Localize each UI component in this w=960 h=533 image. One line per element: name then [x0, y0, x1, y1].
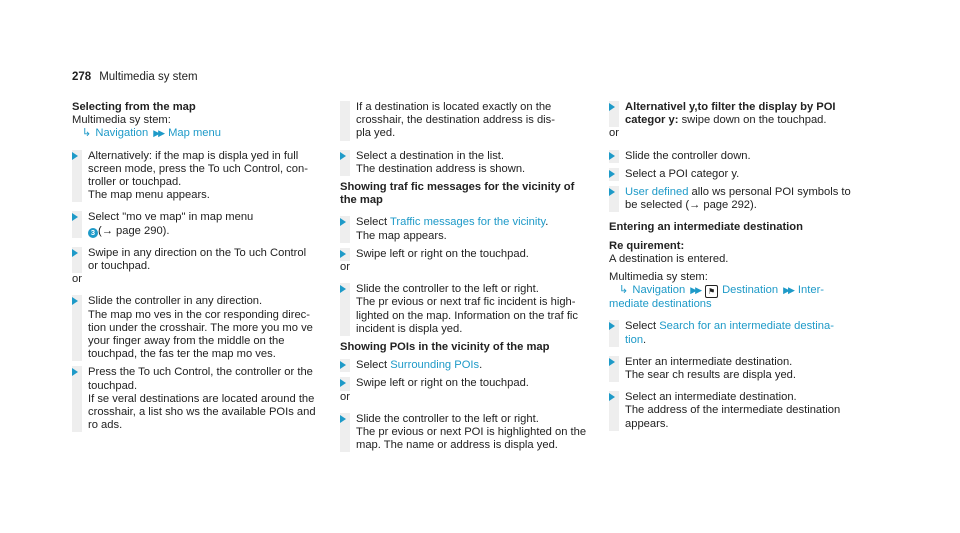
- step-arrow-icon: [609, 322, 615, 330]
- section-heading: Selecting from the map: [72, 101, 196, 113]
- step: [609, 391, 863, 431]
- step-text: allo ws personal POI symbols to: [688, 186, 851, 199]
- nav-link-navigation[interactable]: Navigation: [632, 284, 686, 297]
- step-text: Select a destination in the list.: [356, 149, 505, 162]
- nav-path: [609, 284, 863, 298]
- nav-hook-icon: ↳: [82, 127, 92, 140]
- step: [609, 320, 863, 346]
- nav-link-map-menu[interactable]: Map menu: [168, 127, 221, 140]
- nav-link-destination[interactable]: Destination: [722, 284, 779, 297]
- punct: .: [643, 333, 647, 346]
- section-heading: Showing traf fic messages for the vicinity of: [340, 181, 575, 194]
- step: [72, 295, 326, 361]
- step-text: The sear ch results are displa yed.: [625, 369, 797, 382]
- step-text: touchpad, the fas ter the map mo ves.: [88, 348, 276, 361]
- step-text: The pr evious or next traf fic incident is high‐: [356, 296, 576, 309]
- step: [72, 211, 326, 237]
- step-text: Slide the controller in any direction.: [88, 295, 263, 308]
- step-text: Slide the controller to the left or right.: [356, 283, 539, 296]
- step-text: Select an intermediate destination.: [625, 391, 797, 404]
- step-text: your finger away from the middle on the: [88, 335, 285, 348]
- page-ref[interactable]: (→ page 290).: [98, 224, 170, 237]
- step-text: Swipe left or right on the touchpad.: [356, 247, 529, 260]
- step-text: swipe down on the touchpad.: [678, 114, 827, 127]
- step-text: appears.: [625, 417, 669, 430]
- step-arrow-icon: [609, 103, 615, 111]
- step-text: Select: [356, 359, 391, 372]
- link-search-intermediate[interactable]: Search for an intermediate destina‐: [659, 320, 834, 333]
- system-label: Multimedia sy stem:: [609, 271, 708, 284]
- step: [72, 366, 326, 432]
- step-text: troller or touchpad.: [88, 176, 182, 189]
- step-text-bold: Alternativel y,to filter the display by POI: [625, 101, 836, 113]
- double-chevron-icon: ▶▶: [783, 285, 793, 296]
- step-text: Swipe left or right on the touchpad.: [356, 377, 529, 390]
- step-arrow-icon: [340, 415, 346, 423]
- step: [340, 377, 594, 390]
- section-heading: Entering an intermediate destination: [609, 221, 803, 234]
- page-number: 278: [72, 71, 92, 83]
- or-text: or: [609, 127, 619, 140]
- step-arrow-icon: [340, 152, 346, 160]
- step-text: screen mode, press the To uch Control, con‐: [88, 162, 308, 175]
- step-text: If a destination is located exactly on the: [356, 101, 552, 113]
- or-text: or: [340, 261, 350, 274]
- step-arrow-icon: [72, 249, 78, 257]
- step: [340, 283, 594, 336]
- step: [609, 356, 863, 382]
- step-text: Slide the controller down.: [625, 149, 751, 162]
- nav-hook-icon: ↳: [619, 284, 629, 297]
- step: [340, 248, 594, 261]
- step-text: Select "mo ve map" in map menu: [88, 211, 254, 224]
- step-text: pla yed.: [356, 127, 396, 140]
- step-text: The address of the intermediate destination: [625, 404, 841, 417]
- page-header: [72, 71, 198, 84]
- step-text: Select: [356, 216, 390, 229]
- step-text: Swipe in any direction on the To uch Control: [88, 246, 307, 259]
- step-arrow-icon: [340, 250, 346, 258]
- double-chevron-icon: ▶▶: [153, 128, 164, 139]
- callout-number-icon: 3: [88, 228, 98, 238]
- step-arrow-icon: [340, 285, 346, 293]
- nav-link-navigation[interactable]: Navigation: [95, 127, 149, 140]
- step: [340, 359, 594, 372]
- step-text: crosshair, a list sho ws the available POIs and: [88, 406, 316, 419]
- step-text: The destination address is shown.: [356, 162, 526, 175]
- step-text: Select a POI categor y.: [625, 167, 740, 180]
- link-surrounding-pois[interactable]: Surrounding POIs: [390, 359, 480, 372]
- step-continued: [340, 101, 594, 141]
- step-text: tion under the crosshair. The more you mo ve: [88, 321, 313, 334]
- step-arrow-icon: [609, 152, 615, 160]
- step-arrow-icon: [340, 218, 346, 226]
- or-text: or: [340, 390, 350, 403]
- step: [72, 247, 326, 273]
- system-label: Multimedia sy stem:: [72, 114, 171, 127]
- step-arrow-icon: [609, 358, 615, 366]
- or-text: or: [72, 273, 82, 286]
- step-text-bold: categor y:: [625, 114, 679, 127]
- step-arrow-icon: [609, 393, 615, 401]
- flag-icon: ⚑: [705, 285, 718, 298]
- step: [340, 413, 594, 453]
- section-heading-line2: the map: [340, 194, 383, 207]
- step: [609, 150, 863, 163]
- step-text: or touchpad.: [88, 260, 151, 273]
- step-text: Press the To uch Control, the controller or the: [88, 366, 313, 379]
- requirement-text: A destination is entered.: [609, 252, 729, 265]
- step: [609, 101, 863, 127]
- step-text: The map appears.: [356, 229, 447, 242]
- punct: .: [479, 359, 483, 372]
- step: [340, 150, 594, 176]
- step-arrow-icon: [72, 297, 78, 305]
- nav-link-intermediate[interactable]: Inter‐: [797, 284, 825, 297]
- step-text: The map menu appears.: [88, 189, 210, 202]
- section-heading: Showing POIs in the vicinity of the map: [340, 341, 550, 354]
- nav-path: [72, 127, 326, 140]
- step: [609, 168, 863, 181]
- page-title: Multimedia sy stem: [99, 71, 198, 83]
- step-text: The map mo ves in the cor responding direc‐: [88, 308, 310, 321]
- link-user-defined[interactable]: User defined: [625, 186, 689, 199]
- step-text: ro ads.: [88, 419, 123, 432]
- step-text: The pr evious or next POI is highlighted on the: [356, 426, 587, 439]
- step-arrow-icon: [72, 213, 78, 221]
- step-arrow-icon: [72, 368, 78, 376]
- step: [72, 150, 326, 203]
- step-text: crosshair, the destination address is dis‐: [356, 114, 555, 127]
- link-traffic-messages[interactable]: Traffic messages for the vicinity: [390, 216, 546, 229]
- step-text: If se veral destinations are located around the: [88, 392, 315, 405]
- step-arrow-icon: [72, 152, 78, 160]
- step-text: Enter an intermediate destination.: [625, 355, 793, 368]
- step-text: Slide the controller to the left or right.: [356, 412, 539, 425]
- step: [609, 186, 863, 212]
- page-ref[interactable]: be selected (→ page 292).: [625, 199, 757, 212]
- link-search-intermediate-line2[interactable]: tion: [625, 333, 644, 346]
- step-text: Select: [625, 320, 660, 333]
- step-arrow-icon: [609, 188, 615, 196]
- step: [340, 216, 594, 242]
- step-text: lighted on the map. Information on the traf fic: [356, 309, 579, 322]
- column-2: [340, 101, 594, 452]
- requirement-label: Re quirement:: [609, 239, 685, 252]
- step-text: Alternatively: if the map is displa yed in full: [88, 149, 299, 162]
- punct: .: [545, 216, 549, 229]
- step-text: incident is displa yed.: [356, 322, 463, 335]
- step-arrow-icon: [340, 361, 346, 369]
- step-arrow-icon: [340, 379, 346, 387]
- column-3: [609, 101, 863, 431]
- step-arrow-icon: [609, 170, 615, 178]
- step-text: touchpad.: [88, 379, 138, 392]
- step-text: map. The name or address is displa yed.: [356, 439, 558, 452]
- nav-link-intermediate-line2[interactable]: mediate destinations: [609, 298, 712, 311]
- column-1: [72, 101, 326, 432]
- double-chevron-icon: ▶▶: [690, 285, 701, 296]
